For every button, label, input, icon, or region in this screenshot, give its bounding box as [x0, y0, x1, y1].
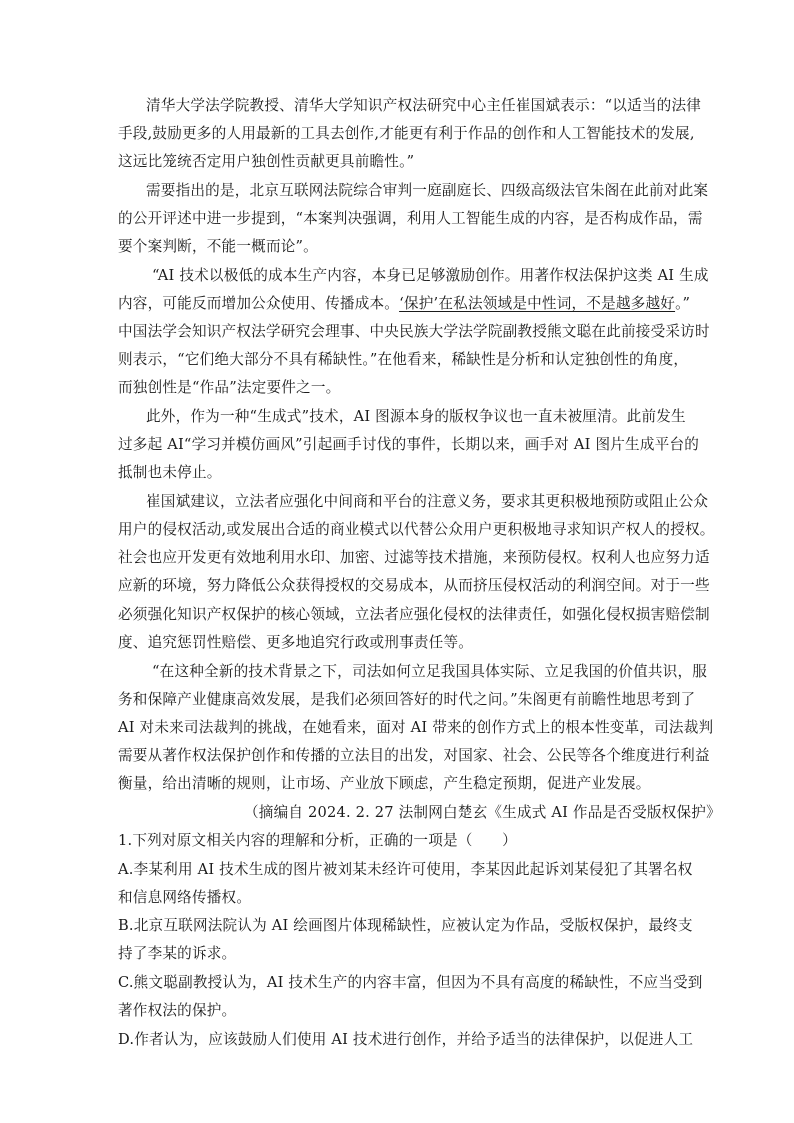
- paragraph-4-line-1: 此外，作为一种“生成式”技术，AI 图源本身的版权争议也一直未被厘清。此前发生: [146, 408, 686, 425]
- option-a-line-2: 和信息网络传播权。: [118, 889, 252, 906]
- paragraph-6-line-1: “在这种全新的技术背景之下，司法如何立足我国具体实际、立足我国的价值共识，服: [152, 663, 708, 680]
- paragraph-3-line-2-end: 。”: [675, 295, 691, 312]
- paragraph-5-line-6: 度、追究惩罚性赔偿、更多地追究行政或刑事责任等。: [118, 634, 474, 651]
- paragraph-4-line-3: 抵制也未停止。: [118, 464, 222, 481]
- paragraph-5-line-2: 用户的侵权活动,或发展出合适的商业模式以代替公众用户更积极地寻求知识产权人的授权。: [118, 521, 715, 538]
- paragraph-3-line-2: [118, 294, 690, 314]
- paragraph-1-line-3: 这远比笼统否定用户独创性贡献更具前瞻性。”: [118, 153, 415, 170]
- paragraph-1-line-2: 手段,鼓励更多的人用最新的工具去创作,才能更有利于作品的创作和人工智能技术的发展,: [118, 125, 695, 142]
- option-b-line-2: 持了李某的诉求。: [118, 945, 237, 962]
- paragraph-5-line-5: 必须强化知识产权保护的核心领域，立法者应强化侵权的法律责任，如强化侵权损害赔偿制: [118, 606, 710, 623]
- paragraph-3-line-5: 而独创性是“作品”法定要件之一。: [118, 379, 341, 396]
- underlined-quote: ‘保护’在私法领域是中性词，不是越多越好: [399, 295, 676, 312]
- paragraph-2-line-2: 的公开评述中进一步提到，“本案判决强调，利用人工智能生成的内容，是否构成作品，需: [118, 210, 703, 227]
- paragraph-5-line-3: 社会也应开发更有效地利用水印、加密、过滤等技术措施，来预防侵权。权利人也应努力适: [118, 549, 710, 566]
- paragraph-5-line-1: 崔国斌建议，立法者应强化中间商和平台的注意义务，要求其更积极地预防或阻止公众: [146, 493, 709, 510]
- paragraph-6-line-3: AI 对未来司法裁判的挑战，在她看来，面对 AI 带来的创作方式上的根本性变革，司法裁判: [118, 719, 714, 736]
- source-citation: （摘编自 2024. 2. 27 法制网白楚玄《生成式 AI 作品是否受版权保护》: [244, 804, 721, 821]
- paragraph-2-line-3: 要个案判断，不能一概而论”。: [118, 238, 318, 255]
- paragraph-6-line-5: 衡量，给出清晰的规则，让市场、产业放下顾虑，产生稳定预期，促进产业发展。: [118, 775, 651, 792]
- option-b-line-1: B.北京互联网法院认为 AI 绘画图片体现稀缺性，应被认定为作品，受版权保护，最终支: [118, 917, 693, 934]
- paragraph-6-line-2: 务和保障产业健康高效发展，是我们必须回答好的时代之问。”朱阁更有前瞻性地思考到了: [118, 691, 696, 708]
- paragraph-5-line-4: 应新的环境，努力降低公众获得授权的交易成本，从而挤压侵权活动的利润空间。对于一些: [118, 577, 710, 594]
- option-c-line-2: 著作权法的保护。: [118, 1002, 237, 1019]
- option-a-line-1: A.李某利用 AI 技术生成的图片被刘某未经许可使用，李某因此起诉刘某侵犯了其署名权: [118, 861, 693, 878]
- paragraph-3-line-1: “AI 技术以极低的成本生产内容，本身已足够激励创作。用著作权法保护这类 AI 生成: [152, 267, 709, 284]
- question-stem: 1.下列对原文相关内容的理解和分析，正确的一项是（ ）: [118, 832, 517, 849]
- paragraph-3-line-3: 中国法学会知识产权法学研究会理事、中央民族大学法学院副教授熊文聪在此前接受采访时: [118, 323, 710, 340]
- paragraph-6-line-4: 需要从著作权法保护创作和传播的立法目的出发，对国家、社会、公民等各个维度进行利益: [118, 747, 710, 764]
- option-d-line-1: D.作者认为，应该鼓励人们使用 AI 技术进行创作，并给予适当的法律保护，以促进人工: [118, 1031, 694, 1048]
- option-c-line-1: C.熊文聪副教授认为，AI 技术生产的内容丰富，但因为不具有高度的稀缺性，不应当受到: [118, 974, 703, 991]
- paragraph-1-line-1: 清华大学法学院教授、清华大学知识产权法研究中心主任崔国斌表示：“以适当的法律: [146, 97, 702, 114]
- paragraph-4-line-2: 过多起 AI“学习并模仿画风”引起画手讨伐的事件，长期以来，画手对 AI 图片生成平台的: [118, 436, 700, 453]
- paragraph-3-line-4: 则表示，“它们绝大部分不具有稀缺性。”在他看来，稀缺性是分析和认定独创性的角度，: [118, 351, 689, 368]
- paragraph-2-line-1: 需要指出的是，北京互联网法院综合审判一庭副庭长、四级高级法官朱阁在此前对此案: [146, 182, 709, 199]
- paragraph-3-line-2-text: 内容，可能反而增加公众使用、传播成本。: [118, 295, 400, 312]
